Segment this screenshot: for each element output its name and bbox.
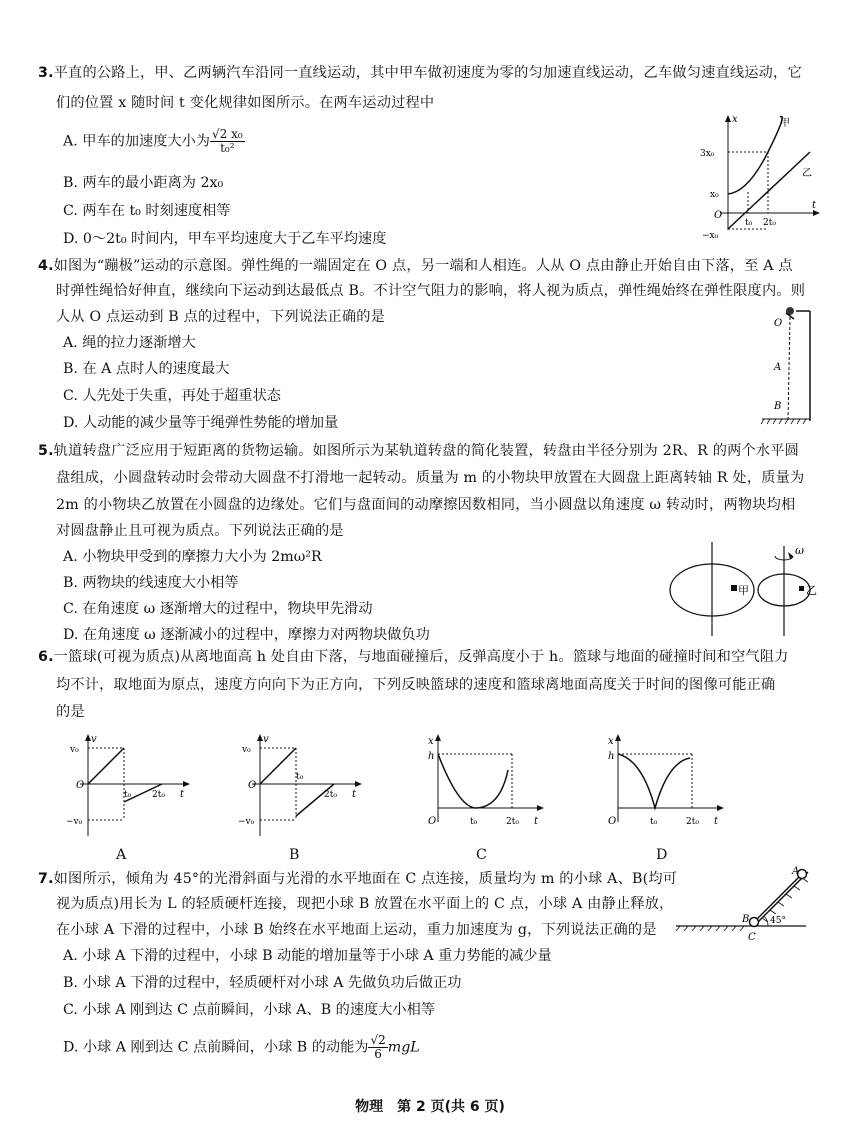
q5-option-c: C. 在角速度 ω 逐渐增大的过程中，物块甲先滑动 — [63, 601, 373, 617]
q5-stem-line1: 5.轨道转盘广泛应用于短距离的货物运输。如图所示为某轨道转盘的简化装置，转盘由半径分别为 2R、R 的两个水平圆 — [38, 443, 800, 459]
q4-label-A: A — [774, 362, 782, 373]
q3-x-axis-label: t — [812, 200, 817, 211]
svg-text:2t₀: 2t₀ — [686, 817, 699, 827]
q6-d-curve — [618, 754, 690, 808]
q6-stem-line1: 6.一篮球(可视为质点)从离地面高 h 处自由下落，与地面碰撞后，反弹高度小于 h。篮球与地面的碰撞时间和空气阻力 — [38, 649, 789, 665]
q7-option-b: B. 小球 A 下滑的过程中，轻质硬杆对小球 A 先做负功后做正功 — [63, 975, 462, 991]
q3-curve-jia — [728, 116, 782, 194]
q6-graph-d-label: D — [656, 847, 668, 863]
q5-option-d: D. 在角速度 ω 逐渐减小的过程中，摩擦力对两物块做负功 — [63, 627, 430, 643]
q7-option-a: A. 小球 A 下滑的过程中，小球 B 动能的增加量等于小球 A 重力势能的减少量 — [63, 948, 552, 964]
q3-tick-2t0: 2t₀ — [763, 218, 776, 228]
q3-label-jia: 甲 — [780, 118, 790, 129]
q7-label-angle: 45° — [770, 916, 786, 926]
q3-option-c: C. 两车在 t₀ 时刻速度相等 — [63, 203, 231, 219]
q6-graph-b — [238, 732, 368, 844]
svg-text:2t₀: 2t₀ — [152, 790, 165, 800]
svg-text:t₀: t₀ — [650, 817, 658, 827]
svg-text:O: O — [428, 816, 437, 827]
q7-option-d: D. 小球 A 刚到达 C 点前瞬间，小球 B 的动能为 $\frac{√2}{6}$ mgL — [63, 1033, 420, 1061]
page-footer: 物理 第 2 页(共 6 页) — [355, 1099, 505, 1115]
q3-origin-label: O — [714, 210, 723, 221]
svg-text:h: h — [608, 751, 615, 762]
q3-option-a: A. 甲车的加速度大小为 $\frac{\text{√2 x₀}}{\text{t₀²}}$ — [63, 127, 243, 155]
q4-option-c: C. 人先处于失重，再处于超重状态 — [63, 388, 281, 404]
q6-graph-d — [600, 732, 730, 844]
q5-option-a: A. 小物块甲受到的摩擦力大小为 2mω²R — [63, 549, 322, 565]
q6-graph-a — [66, 732, 196, 844]
q7-stem-line3: 在小球 A 下滑的过程中，小球 B 始终在水平地面上运动，重力加速度为 g，下列说法正确的是 — [56, 922, 657, 938]
q4-option-a: A. 绳的拉力逐渐增大 — [63, 335, 196, 351]
q4-bungee-figure — [758, 303, 816, 425]
svg-text:v: v — [91, 734, 97, 745]
svg-text:v₀: v₀ — [70, 745, 79, 755]
q3-number: 3. — [38, 65, 54, 81]
q5-turntable-figure — [664, 540, 830, 640]
q7-stem-line2: 视为质点)用长为 L 的轻质硬杆连接，现把小球 B 放置在水平面上的 C 点，小球 A 由静止释放， — [56, 896, 674, 912]
q6-graph-c-label: C — [476, 847, 488, 863]
q3-y-axis-label: x — [732, 114, 738, 125]
q7-stem-line1: 7.如图所示，倾角为 45°的光滑斜面与光滑的水平地面在 C 点连接，质量均为 m 的小球 A、B(均可 — [38, 871, 678, 887]
q5-block-jia — [731, 585, 737, 591]
svg-text:t: t — [714, 816, 719, 827]
svg-text:t₀: t₀ — [296, 772, 304, 782]
q5-label-jia: 甲 — [738, 584, 749, 597]
q5-label-yi: 乙 — [806, 584, 817, 597]
q7-rod — [754, 874, 802, 922]
svg-text:v: v — [263, 734, 269, 745]
q4-option-d: D. 人动能的减少量等于绳弹性势能的增加量 — [63, 415, 339, 431]
q6-number: 6. — [38, 649, 54, 665]
q4-label-O: O — [774, 318, 783, 329]
svg-text:−v₀: −v₀ — [238, 817, 255, 827]
q5-block-yi — [799, 586, 804, 591]
svg-text:v₀: v₀ — [242, 745, 251, 755]
q3-tick-t0: t₀ — [745, 218, 753, 228]
svg-text:x: x — [608, 736, 614, 747]
q5-stem-line2: 盘组成，小圆盘转动时会带动大圆盘不打滑地一起转动。质量为 m 的小物块甲放置在大圆盘上距离转轴 R 处，质量为 — [56, 470, 805, 486]
q5-label-omega: ω — [795, 544, 804, 557]
q3-tick-x0: x₀ — [710, 190, 719, 200]
q3-xt-graph — [700, 112, 825, 242]
svg-text:x: x — [428, 736, 434, 747]
q7-label-B: B — [742, 914, 750, 925]
svg-text:t: t — [180, 789, 185, 800]
q7-option-d-fraction: $\frac{√2}{6}$ — [370, 1033, 386, 1061]
q3-option-b: B. 两车的最小距离为 2x₀ — [63, 175, 224, 191]
svg-text:O: O — [248, 780, 257, 791]
q5-stem-line3: 2m 的小物块乙放置在小圆盘的边缘处。它们与盘面间的动摩擦因数相同，当小圆盘以角速度 ω 转动时，两物块均相 — [56, 497, 796, 513]
q3-label-yi: 乙 — [802, 168, 812, 179]
q7-ball-b — [750, 918, 759, 927]
svg-text:2t₀: 2t₀ — [324, 790, 337, 800]
q6-graph-a-label: A — [116, 847, 127, 863]
q3-stem-line1: 3.平直的公路上，甲、乙两辆汽车沿同一直线运动，其中甲车做初速度为零的匀加速直线运动，乙车做匀速直线运动，它 — [38, 65, 802, 81]
q6-stem-line2: 均不计，取地面为原点，速度方向向下为正方向，下列反映篮球的速度和篮球离地面高度关于时间的图像可能正确 — [56, 677, 776, 693]
q4-option-b: B. 在 A 点时人的速度最大 — [63, 361, 230, 377]
q3-option-a-fraction: $\frac{\text{√2 x₀}}{\text{t₀²}}$ — [211, 127, 243, 155]
q5-stem-line4: 对圆盘静止且可视为质点。下列说法正确的是 — [56, 523, 344, 539]
q3-tick-neg-x0: −x₀ — [702, 231, 719, 241]
q3-tick-3x0: 3x₀ — [700, 149, 715, 159]
svg-text:2t₀: 2t₀ — [506, 817, 519, 827]
q6-a-line1 — [88, 748, 124, 784]
q4-stem-line3: 人从 O 点运动到 B 点的过程中，下列说法正确的是 — [56, 309, 386, 325]
svg-text:h: h — [428, 751, 435, 762]
q4-fall-path — [788, 317, 790, 421]
q4-number: 4. — [38, 258, 54, 274]
q7-label-C: C — [748, 932, 756, 943]
svg-text:t₀: t₀ — [470, 817, 478, 827]
svg-text:t: t — [534, 816, 539, 827]
q4-stem-line2: 时弹性绳恰好伸直，继续向下运动到达最低点 B。不计空气阻力的影响，将人视为质点，弹性绳始终在弹性限度内。则 — [56, 283, 806, 299]
q3-stem-line2: 们的位置 x 随时间 t 变化规律如图所示。在两车运动过程中 — [56, 95, 435, 111]
q3-option-d: D. 0～2t₀ 时间内，甲车平均速度大于乙车平均速度 — [63, 231, 387, 247]
q5-number: 5. — [38, 443, 54, 459]
q6-c-curve — [438, 754, 508, 808]
q6-b-line1 — [260, 748, 296, 784]
q6-b-line2 — [296, 784, 334, 816]
svg-text:O: O — [76, 780, 85, 791]
q6-stem-line3: 的是 — [56, 704, 85, 720]
q6-graph-b-label: B — [289, 847, 300, 863]
q6-graph-c — [420, 732, 550, 844]
q4-label-B: B — [774, 401, 782, 412]
q4-stem-line1: 4.如图为“蹦极”运动的示意图。弹性绳的一端固定在 O 点，另一端和人相连。人从 O 点由静止开始自由下落，至 A 点 — [38, 258, 793, 274]
q7-option-c: C. 小球 A 刚到达 C 点前瞬间，小球 A、B 的速度大小相等 — [63, 1002, 435, 1018]
svg-text:t₀: t₀ — [124, 790, 132, 800]
q7-number: 7. — [38, 871, 54, 887]
q5-option-b: B. 两物块的线速度大小相等 — [63, 575, 239, 591]
svg-text:O: O — [608, 816, 617, 827]
svg-text:−v₀: −v₀ — [66, 817, 83, 827]
q7-incline-figure — [674, 860, 824, 946]
svg-text:t: t — [352, 789, 357, 800]
q7-label-A: A — [792, 866, 800, 877]
